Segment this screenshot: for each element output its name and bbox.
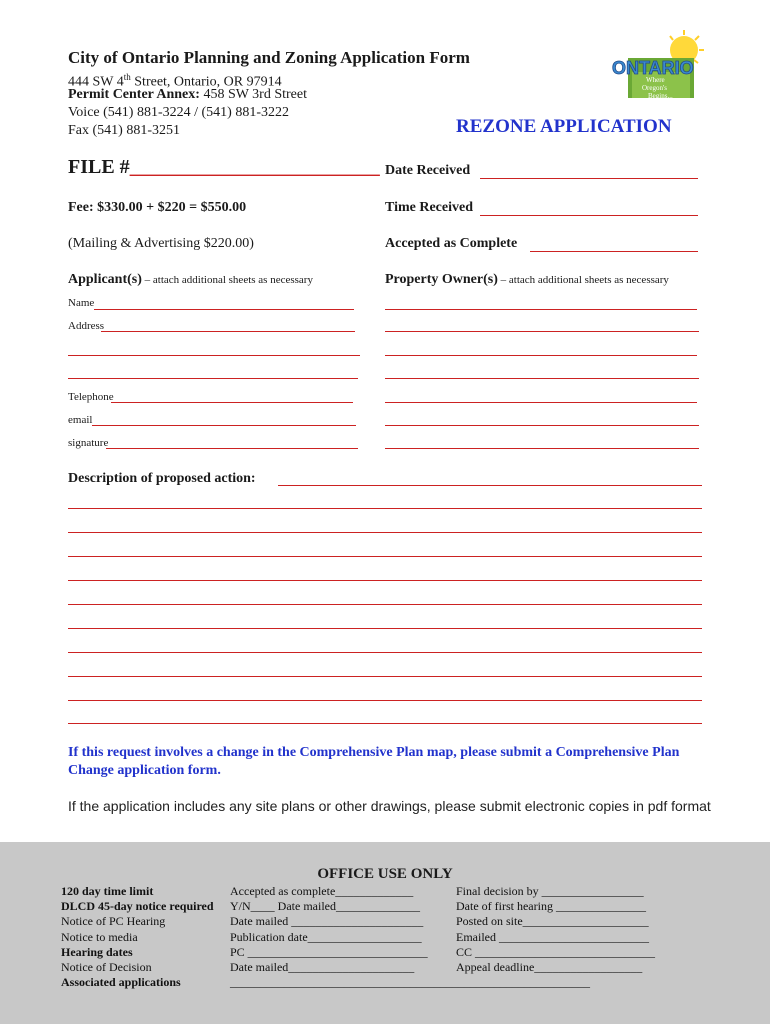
office-field[interactable]: Final decision by _________________ [456,884,644,898]
file-number-field[interactable]: FILE #_________________________ [68,156,380,178]
office-field[interactable]: Posted on site_____________________ [456,914,649,929]
owner-name-field[interactable] [385,309,697,310]
owner-address-line-2[interactable] [385,355,697,356]
description-line[interactable] [68,604,702,605]
office-label: Notice of Decision [61,960,152,975]
owner-address-field[interactable] [385,331,699,332]
date-received-field[interactable] [480,178,698,179]
description-line[interactable] [68,652,702,653]
form-type-heading: REZONE APPLICATION [456,116,672,137]
office-field[interactable]: Publication date___________________ [230,929,422,944]
fax-number: Fax (541) 881-3251 [68,123,180,138]
office-label: Associated applications [61,975,181,990]
owner-address-line-3[interactable] [385,378,699,379]
applicant-email-label: email [68,414,93,426]
office-field[interactable]: Date of first hearing _______________ [456,899,646,914]
office-label: 120 day time limit [61,884,154,898]
office-field[interactable]: Emailed _________________________ [456,929,649,944]
applicant-address-line-2[interactable] [68,355,360,356]
property-owner-heading: Property Owner(s) – attach additional sheets as necessary [385,272,669,287]
comprehensive-plan-notice: If this request involves a change in the Comprehensive Plan map, please submit a Comprehensive Plan Change application form. [68,745,680,778]
office-field[interactable]: Accepted as complete_____________ [230,884,414,898]
applicant-signature-field[interactable] [106,448,358,449]
applicant-address-label: Address [68,320,105,332]
description-line[interactable] [68,508,702,509]
description-line[interactable] [68,676,702,677]
time-received-label: Time Received [385,200,473,215]
site-plans-notice: If the application includes any site plans or other drawings, please submit electronic copies in pdf format [68,798,711,814]
office-label: Notice of PC Hearing [61,914,166,929]
office-column-1 [61,884,214,990]
time-received-field[interactable] [480,215,698,216]
date-received-label: Date Received [385,163,471,178]
office-field[interactable]: CC ______________________________ [456,944,656,959]
svg-text:ONTARIO: ONTARIO [612,58,694,78]
description-line[interactable] [68,556,702,557]
office-field[interactable]: Date mailed_____________________ [230,960,415,975]
applicant-telephone-label: Telephone [68,391,114,403]
applicant-name-field[interactable] [94,309,354,310]
applicant-telephone-field[interactable] [111,402,353,403]
street-address: 444 SW 4th Street, Ontario, OR 97914 [68,72,282,90]
office-label: Notice to media [61,929,138,944]
accepted-complete-field[interactable] [530,251,698,252]
associated-applications-field[interactable]: ____________________________________________________________ [230,975,590,990]
office-field[interactable]: Date mailed ______________________ [230,914,424,929]
description-label: Description of proposed action: [68,471,256,486]
svg-text:Begins...: Begins... [648,92,673,100]
svg-text:Oregon's: Oregon's [642,84,667,92]
owner-telephone-field[interactable] [385,402,697,403]
svg-text:Where: Where [646,76,665,84]
applicant-signature-label: signature [68,437,109,449]
office-field[interactable]: PC ______________________________ [230,944,428,959]
applicant-name-label: Name [68,297,95,309]
form-title: City of Ontario Planning and Zoning Application Form [68,48,470,67]
applicant-email-field[interactable] [92,425,356,426]
owner-signature-field[interactable] [385,448,699,449]
office-field[interactable]: Y/N____ Date mailed______________ [230,899,420,914]
office-label: DLCD 45-day notice required [61,899,214,914]
mailing-advertising-note: (Mailing & Advertising $220.00) [68,236,254,251]
applicant-address-line-3[interactable] [68,378,358,379]
description-line[interactable] [68,580,702,581]
owner-email-field[interactable] [385,425,699,426]
description-line[interactable] [68,532,702,533]
office-field[interactable]: Appeal deadline__________________ [456,960,643,975]
office-label: Hearing dates [61,944,133,959]
description-field[interactable] [278,485,702,486]
fee-text: Fee: $330.00 + $220 = $550.00 [68,200,247,215]
office-column-3 [456,884,655,975]
permit-annex: Permit Center Annex: 458 SW 3rd Street [68,87,308,102]
applicant-address-field[interactable] [101,331,355,332]
voice-phone: Voice (541) 881-3224 / (541) 881-3222 [68,105,289,120]
accepted-complete-label: Accepted as Complete [385,236,518,251]
applicant-heading: Applicant(s) – attach additional sheets as necessary [68,272,313,287]
description-line[interactable] [68,628,702,629]
description-line[interactable] [68,700,702,701]
description-line[interactable] [68,723,702,724]
office-use-title: OFFICE USE ONLY [317,866,453,882]
ontario-logo [606,30,706,104]
